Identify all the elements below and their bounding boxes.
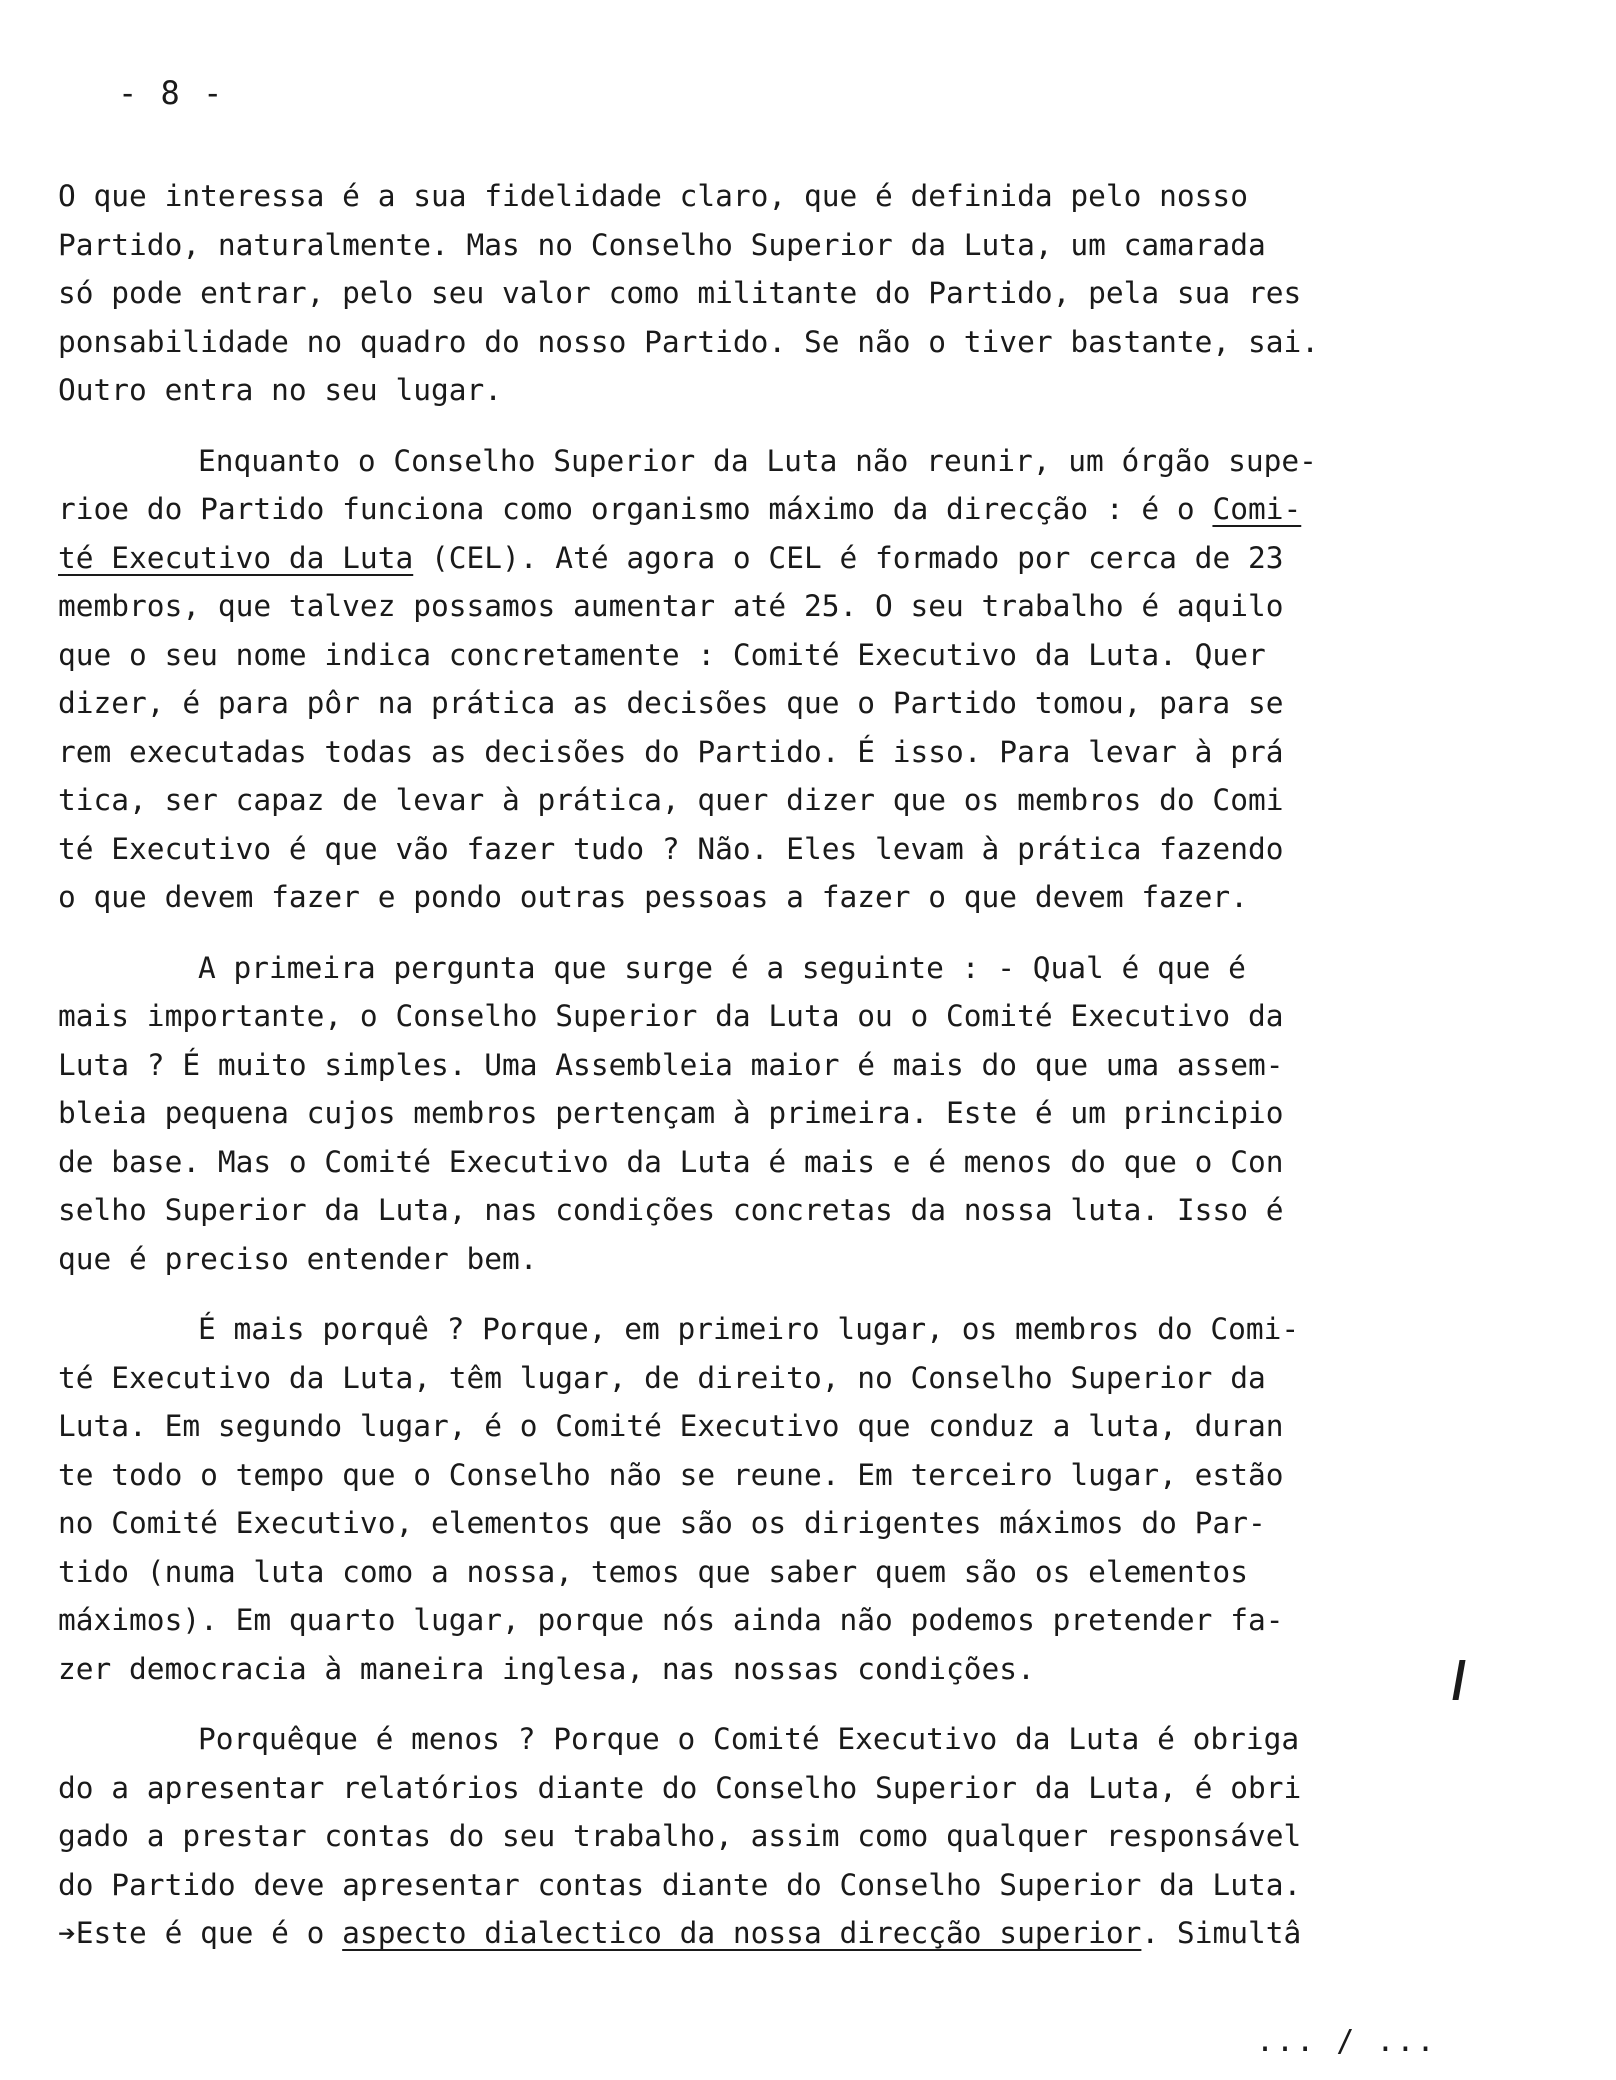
text-line <box>58 776 1538 825</box>
text-line <box>58 1354 1538 1403</box>
continuation-marker: ... / ... <box>1256 2024 1437 2059</box>
text-line <box>58 534 1538 583</box>
text-segment: Partido, naturalmente. Mas no Conselho Superior da Luta, um camarada <box>58 227 1266 262</box>
text-line <box>58 1812 1538 1861</box>
text-line <box>58 1451 1538 1500</box>
text-segment: A primeira pergunta que surge é a seguinte : - Qual é que é <box>198 950 1246 985</box>
text-segment: . Simultâ <box>1141 1916 1302 1950</box>
paragraph-5 <box>58 1715 1538 1958</box>
text-line <box>58 1909 1538 1958</box>
text-segment: gado a prestar contas do seu trabalho, assim como qualquer responsável <box>58 1819 1302 1853</box>
text-line <box>58 1499 1538 1548</box>
text-line <box>58 1186 1538 1235</box>
text-segment: bleia pequena cujos membros pertençam à primeira. Este é um principio <box>58 1096 1284 1130</box>
text-segment: té Executivo da Luta, têm lugar, de direito, no Conselho Superior da <box>58 1360 1266 1395</box>
text-line <box>58 1861 1538 1910</box>
text-line <box>58 437 1538 486</box>
text-segment: selho Superior da Luta, nas condições concretas da nossa luta. Isso é <box>58 1193 1284 1227</box>
text-segment: Outro entra no seu lugar. <box>58 373 503 407</box>
underlined-text: té Executivo da Luta <box>58 540 414 575</box>
paragraph-4 <box>58 1305 1538 1693</box>
text-line <box>58 1138 1538 1187</box>
text-segment: máximos). Em quarto lugar, porque nós ainda não podemos pretender fa- <box>58 1603 1284 1637</box>
text-line <box>58 1715 1538 1764</box>
text-segment: rem executadas todas as decisões do Partido. É isso. Para levar à prá <box>58 734 1284 769</box>
text-line <box>58 1596 1538 1645</box>
page-number: - 8 - <box>118 74 225 112</box>
text-segment: zer democracia à maneira inglesa, nas nossas condições. <box>58 1651 1035 1686</box>
text-segment: só pode entrar, pelo seu valor como militante do Partido, pela sua res <box>58 276 1302 310</box>
underlined-text: aspecto dialectico da nossa direcção superior <box>342 1916 1142 1950</box>
text-line <box>58 582 1538 631</box>
text-segment: dizer, é para pôr na prática as decisões que o Partido tomou, para se <box>58 686 1284 720</box>
text-line <box>58 1402 1538 1451</box>
text-segment: (CEL). Até agora o CEL é formado por cerca de 23 <box>413 540 1284 575</box>
text-segment: É mais porquê ? Porque, em primeiro lugar, os membros do Comi- <box>198 1312 1300 1346</box>
text-segment: que o seu nome indica concretamente : Comité Executivo da Luta. Quer <box>58 637 1266 672</box>
paragraph-3 <box>58 944 1538 1284</box>
text-line <box>58 221 1538 270</box>
text-line <box>58 1548 1538 1597</box>
text-segment: te todo o tempo que o Conselho não se reune. Em terceiro lugar, estão <box>58 1457 1284 1492</box>
text-segment: Luta. Em segundo lugar, é o Comité Executivo que conduz a luta, duran <box>58 1409 1284 1443</box>
text-segment: de base. Mas o Comité Executivo da Luta é mais e é menos do que o Con <box>58 1144 1284 1179</box>
text-segment: do Partido deve apresentar contas diante do Conselho Superior da Luta. <box>58 1867 1302 1902</box>
text-line <box>58 1235 1538 1284</box>
text-line <box>58 631 1538 680</box>
text-segment: mais importante, o Conselho Superior da Luta ou o Comité Executivo da <box>58 999 1284 1033</box>
text-segment: tido (numa luta como a nossa, temos que saber quem são os elementos <box>58 1554 1248 1589</box>
text-line <box>58 1089 1538 1138</box>
text-line <box>58 1645 1538 1694</box>
text-line <box>58 1305 1538 1354</box>
text-segment: tica, ser capaz de levar à prática, quer dizer que os membros do Comi <box>58 783 1284 817</box>
text-segment: Enquanto o Conselho Superior da Luta não reunir, um órgão supe- <box>198 443 1317 478</box>
text-segment: membros, que talvez possamos aumentar até 25. O seu trabalho é aquilo <box>58 589 1284 623</box>
text-line <box>58 269 1538 318</box>
text-segment: Porquêque é menos ? Porque o Comité Executivo da Luta é obriga <box>198 1722 1300 1756</box>
text-line <box>58 485 1538 534</box>
text-line <box>58 172 1538 221</box>
text-line <box>58 1041 1538 1090</box>
text-line <box>58 992 1538 1041</box>
text-line <box>58 944 1538 993</box>
text-segment: Luta ? É muito simples. Uma Assembleia maior é mais do que uma assem- <box>58 1047 1284 1082</box>
paragraph-1 <box>58 172 1538 415</box>
text-line <box>58 873 1538 922</box>
paragraph-2 <box>58 437 1538 922</box>
text-segment: rioe do Partido funciona como organismo máximo da direcção : é o <box>58 492 1213 526</box>
text-line <box>58 366 1538 415</box>
text-segment: do a apresentar relatórios diante do Conselho Superior da Luta, é obri <box>58 1770 1302 1805</box>
text-line <box>58 318 1538 367</box>
text-segment: ➔Este é que é o <box>58 1916 343 1950</box>
text-segment: no Comité Executivo, elementos que são os dirigentes máximos do Par- <box>58 1506 1266 1540</box>
text-line <box>58 1764 1538 1813</box>
text-line <box>58 728 1538 777</box>
text-segment: ponsabilidade no quadro do nosso Partido. Se não o tiver bastante, sai. <box>58 324 1319 359</box>
text-segment: té Executivo é que vão fazer tudo ? Não. Eles levam à prática fazendo <box>58 831 1284 866</box>
body-text <box>58 172 1538 1980</box>
text-segment: o que devem fazer e pondo outras pessoas a fazer o que devem fazer. <box>58 880 1248 914</box>
text-line <box>58 679 1538 728</box>
text-segment: O que interessa é a sua fidelidade claro, que é definida pelo nosso <box>58 179 1248 213</box>
text-line <box>58 825 1538 874</box>
underlined-text: Comi- <box>1212 492 1302 526</box>
text-segment: que é preciso entender bem. <box>58 1241 538 1276</box>
